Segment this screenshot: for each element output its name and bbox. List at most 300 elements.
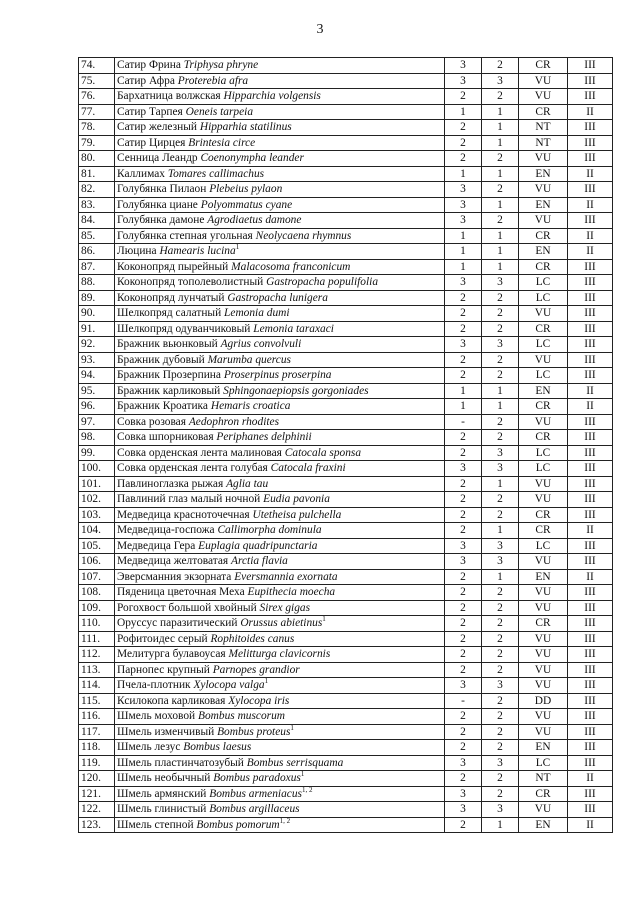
species-name <box>115 244 445 260</box>
value-a: 3 <box>445 182 482 198</box>
value-b: 2 <box>482 368 519 384</box>
row-number: 75. <box>79 73 115 89</box>
species-russian-name: Шмель необычный <box>117 772 211 785</box>
species-russian-name: Голубянка Пилаон <box>117 183 207 196</box>
value-b: 2 <box>482 724 519 740</box>
species-name <box>115 554 445 570</box>
row-number: 79. <box>79 135 115 151</box>
table-row <box>79 73 613 89</box>
species-russian-name: Сенница Леандр <box>117 152 198 165</box>
value-a: 3 <box>445 461 482 477</box>
value-a: 3 <box>445 197 482 213</box>
value-a: 2 <box>445 492 482 508</box>
iucn-category: VU <box>519 182 568 198</box>
species-russian-name: Пчела-плотник <box>117 679 191 692</box>
species-russian-name: Совка орденская лента голубая <box>117 462 268 475</box>
row-number: 78. <box>79 120 115 136</box>
protection-rank: III <box>568 306 613 322</box>
protection-rank: III <box>568 786 613 802</box>
value-a: 1 <box>445 244 482 260</box>
protection-rank: III <box>568 631 613 647</box>
row-number: 97. <box>79 414 115 430</box>
value-b: 1 <box>482 135 519 151</box>
value-a: 2 <box>445 445 482 461</box>
protection-rank: III <box>568 259 613 275</box>
table-row <box>79 182 613 198</box>
row-number: 89. <box>79 290 115 306</box>
value-b: 2 <box>482 321 519 337</box>
protection-rank: III <box>568 616 613 632</box>
row-number: 85. <box>79 228 115 244</box>
species-name <box>115 166 445 182</box>
value-b: 2 <box>482 306 519 322</box>
species-russian-name: Медведица-госпожа <box>117 524 215 537</box>
species-name <box>115 492 445 508</box>
row-number: 102. <box>79 492 115 508</box>
iucn-category: LC <box>519 755 568 771</box>
iucn-category: VU <box>519 631 568 647</box>
species-name <box>115 662 445 678</box>
table-row <box>79 492 613 508</box>
table-row <box>79 631 613 647</box>
table-row <box>79 647 613 663</box>
row-number: 101. <box>79 476 115 492</box>
table-row <box>79 616 613 632</box>
value-a: 2 <box>445 631 482 647</box>
table-row <box>79 321 613 337</box>
iucn-category: EN <box>519 244 568 260</box>
value-a: 2 <box>445 352 482 368</box>
species-latin-name: Bombus armeniacus <box>209 787 302 800</box>
iucn-category: VU <box>519 554 568 570</box>
species-name <box>115 337 445 353</box>
iucn-category: EN <box>519 817 568 833</box>
value-a: 3 <box>445 786 482 802</box>
row-number: 100. <box>79 461 115 477</box>
species-latin-name: Parnopes grandior <box>212 663 300 676</box>
table-row <box>79 414 613 430</box>
value-b: 1 <box>482 523 519 539</box>
iucn-category: EN <box>519 166 568 182</box>
species-russian-name: Шмель изменчивый <box>117 725 215 738</box>
species-name <box>115 197 445 213</box>
value-b: 2 <box>482 693 519 709</box>
species-name <box>115 647 445 663</box>
row-number: 94. <box>79 368 115 384</box>
value-b: 1 <box>482 228 519 244</box>
value-a: 2 <box>445 771 482 787</box>
value-a: 2 <box>445 476 482 492</box>
value-b: 2 <box>482 600 519 616</box>
value-b: 1 <box>482 817 519 833</box>
species-russian-name: Бражник Прозерпина <box>117 369 221 382</box>
species-russian-name: Сатир Тарпея <box>117 105 183 118</box>
species-latin-name: Oeneis tarpeia <box>185 105 254 118</box>
protection-rank: III <box>568 476 613 492</box>
footnote-marker: 1 <box>290 724 294 732</box>
value-a: 2 <box>445 507 482 523</box>
iucn-category: VU <box>519 476 568 492</box>
species-russian-name: Медведица Гера <box>117 539 196 552</box>
protection-rank: III <box>568 337 613 353</box>
species-latin-name: Melitturga clavicornis <box>228 648 331 661</box>
species-russian-name: Эверсманния экзорната <box>117 570 232 583</box>
value-b: 3 <box>482 554 519 570</box>
species-name <box>115 786 445 802</box>
species-name <box>115 213 445 229</box>
row-number: 118. <box>79 740 115 756</box>
value-b: 3 <box>482 755 519 771</box>
protection-rank: III <box>568 430 613 446</box>
row-number: 76. <box>79 89 115 105</box>
iucn-category: LC <box>519 538 568 554</box>
value-a: 2 <box>445 709 482 725</box>
protection-rank: III <box>568 182 613 198</box>
iucn-category: VU <box>519 662 568 678</box>
table-row <box>79 399 613 415</box>
row-number: 120. <box>79 771 115 787</box>
iucn-category: EN <box>519 383 568 399</box>
protection-rank: III <box>568 755 613 771</box>
species-latin-name: Eupithecia moecha <box>247 586 336 599</box>
row-number: 123. <box>79 817 115 833</box>
value-b: 2 <box>482 631 519 647</box>
table-row <box>79 197 613 213</box>
row-number: 96. <box>79 399 115 415</box>
species-latin-name: Malacosoma franconicum <box>231 260 351 273</box>
value-b: 2 <box>482 709 519 725</box>
row-number: 87. <box>79 259 115 275</box>
iucn-category: VU <box>519 73 568 89</box>
iucn-category: VU <box>519 724 568 740</box>
species-name <box>115 693 445 709</box>
row-number: 107. <box>79 569 115 585</box>
row-number: 113. <box>79 662 115 678</box>
iucn-category: LC <box>519 368 568 384</box>
iucn-category: LC <box>519 337 568 353</box>
species-russian-name: Бражник карликовый <box>117 384 221 397</box>
species-latin-name: Bombus pomorum <box>196 818 280 831</box>
value-a: 3 <box>445 678 482 694</box>
protection-rank: III <box>568 507 613 523</box>
species-russian-name: Сатир Цирцея <box>117 136 186 149</box>
species-name <box>115 104 445 120</box>
species-latin-name: Polyommatus cyane <box>200 198 293 211</box>
species-latin-name: Rophitoides canus <box>210 632 295 645</box>
species-latin-name: Eudia pavonia <box>263 493 330 506</box>
row-number: 91. <box>79 321 115 337</box>
protection-rank: III <box>568 492 613 508</box>
species-latin-name: Coenonympha leander <box>200 152 304 165</box>
table-row <box>79 740 613 756</box>
value-b: 1 <box>482 569 519 585</box>
iucn-category: CR <box>519 507 568 523</box>
table-row <box>79 755 613 771</box>
iucn-category: CR <box>519 104 568 120</box>
protection-rank: III <box>568 275 613 291</box>
species-russian-name: Голубянка степная угольная <box>117 229 253 242</box>
value-b: 2 <box>482 616 519 632</box>
protection-rank: II <box>568 771 613 787</box>
table-row <box>79 507 613 523</box>
value-a: 2 <box>445 368 482 384</box>
value-b: 2 <box>482 290 519 306</box>
iucn-category: VU <box>519 213 568 229</box>
value-b: 2 <box>482 585 519 601</box>
row-number: 106. <box>79 554 115 570</box>
table-row <box>79 786 613 802</box>
species-latin-name: Periphanes delphinii <box>216 431 312 444</box>
species-latin-name: Sirex gigas <box>259 601 311 614</box>
table-row <box>79 662 613 678</box>
value-a: 2 <box>445 616 482 632</box>
value-b: 2 <box>482 182 519 198</box>
value-a: 3 <box>445 58 482 74</box>
row-number: 115. <box>79 693 115 709</box>
iucn-category: CR <box>519 228 568 244</box>
iucn-category: CR <box>519 616 568 632</box>
species-russian-name: Рофитоидес серый <box>117 632 208 645</box>
protection-rank: III <box>568 321 613 337</box>
row-number: 109. <box>79 600 115 616</box>
value-b: 3 <box>482 538 519 554</box>
species-name <box>115 616 445 632</box>
table-row <box>79 600 613 616</box>
value-a: 2 <box>445 89 482 105</box>
row-number: 99. <box>79 445 115 461</box>
row-number: 116. <box>79 709 115 725</box>
species-russian-name: Сатир железный <box>117 121 197 134</box>
value-b: 3 <box>482 678 519 694</box>
species-name <box>115 383 445 399</box>
value-b: 2 <box>482 414 519 430</box>
species-russian-name: Бражник Кроатика <box>117 400 208 413</box>
value-a: 2 <box>445 321 482 337</box>
iucn-category: VU <box>519 600 568 616</box>
iucn-category: LC <box>519 445 568 461</box>
species-name <box>115 430 445 446</box>
table-row <box>79 383 613 399</box>
value-b: 3 <box>482 275 519 291</box>
table-row <box>79 337 613 353</box>
species-name <box>115 740 445 756</box>
species-russian-name: Голубянка дамоне <box>117 214 205 227</box>
species-table <box>78 57 613 833</box>
protection-rank: III <box>568 678 613 694</box>
species-russian-name: Шелкопряд салатный <box>117 307 222 320</box>
iucn-category: NT <box>519 771 568 787</box>
table-row <box>79 569 613 585</box>
iucn-category: CR <box>519 321 568 337</box>
row-number: 117. <box>79 724 115 740</box>
row-number: 122. <box>79 802 115 818</box>
iucn-category: VU <box>519 647 568 663</box>
table-row <box>79 228 613 244</box>
species-russian-name: Шмель армянский <box>117 787 207 800</box>
species-latin-name: Xylocopa iris <box>228 694 290 707</box>
species-latin-name: Callimorpha dominula <box>217 524 322 537</box>
species-russian-name: Мелитурга булавоусая <box>117 648 226 661</box>
species-name <box>115 724 445 740</box>
protection-rank: III <box>568 461 613 477</box>
species-name <box>115 461 445 477</box>
value-a: 2 <box>445 120 482 136</box>
iucn-category: VU <box>519 678 568 694</box>
value-a: 2 <box>445 724 482 740</box>
footnote-marker: 1 <box>322 615 326 624</box>
value-b: 2 <box>482 740 519 756</box>
row-number: 119. <box>79 755 115 771</box>
table-row <box>79 290 613 306</box>
species-latin-name: Hamearis lucina <box>159 245 236 258</box>
species-russian-name: Шмель пластинчатозубый <box>117 756 244 769</box>
species-name <box>115 89 445 105</box>
page-number: 3 <box>316 22 324 37</box>
species-name <box>115 352 445 368</box>
species-russian-name: Ксилокопа карликовая <box>117 694 226 707</box>
species-latin-name: Xylocopa valga <box>193 679 265 692</box>
protection-rank: II <box>568 228 613 244</box>
species-russian-name: Бражник дубовый <box>117 353 205 366</box>
species-name <box>115 476 445 492</box>
species-russian-name: Парнопес крупный <box>117 663 210 676</box>
species-russian-name: Коконопряд пырейный <box>117 260 229 273</box>
protection-rank: III <box>568 414 613 430</box>
species-latin-name: Bombus argillaceus <box>209 803 300 816</box>
species-name <box>115 120 445 136</box>
species-name <box>115 507 445 523</box>
species-russian-name: Медведица красноточечная <box>117 508 250 521</box>
protection-rank: III <box>568 445 613 461</box>
iucn-category: EN <box>519 197 568 213</box>
species-russian-name: Павлиноглазка рыжая <box>117 477 224 490</box>
protection-rank: III <box>568 802 613 818</box>
species-name <box>115 631 445 647</box>
species-name <box>115 135 445 151</box>
table-row <box>79 89 613 105</box>
row-number: 77. <box>79 104 115 120</box>
table-row <box>79 275 613 291</box>
table-row <box>79 306 613 322</box>
iucn-category: EN <box>519 740 568 756</box>
iucn-category: NT <box>519 135 568 151</box>
table-row <box>79 445 613 461</box>
table-row <box>79 538 613 554</box>
value-a: 3 <box>445 337 482 353</box>
species-russian-name: Сатир Афра <box>117 74 175 87</box>
value-a: - <box>445 414 482 430</box>
value-a: 2 <box>445 151 482 167</box>
protection-rank: III <box>568 73 613 89</box>
species-name <box>115 259 445 275</box>
value-a: 3 <box>445 213 482 229</box>
species-name <box>115 306 445 322</box>
row-number: 80. <box>79 151 115 167</box>
row-number: 111. <box>79 631 115 647</box>
species-russian-name: Бархатница волжская <box>117 90 221 103</box>
iucn-category: LC <box>519 461 568 477</box>
species-latin-name: Arctia flavia <box>231 555 288 568</box>
iucn-category: CR <box>519 523 568 539</box>
species-latin-name: Catocala fraxini <box>270 462 346 475</box>
species-latin-name: Plebeius pylaon <box>209 183 283 196</box>
species-latin-name: Bombus proteus <box>217 725 291 738</box>
species-russian-name: Павлиний глаз малый ночной <box>117 493 261 506</box>
protection-rank: II <box>568 817 613 833</box>
value-b: 1 <box>482 244 519 260</box>
iucn-category: VU <box>519 709 568 725</box>
species-latin-name: Hipparchia volgensis <box>223 90 321 103</box>
table-row <box>79 476 613 492</box>
value-a: 1 <box>445 166 482 182</box>
iucn-category: CR <box>519 399 568 415</box>
value-a: 2 <box>445 135 482 151</box>
protection-rank: III <box>568 554 613 570</box>
species-russian-name: Совка орденская лента малиновая <box>117 446 282 459</box>
protection-rank: III <box>568 585 613 601</box>
species-latin-name: Sphingonaepiopsis gorgoniades <box>223 384 369 397</box>
species-russian-name: Каллимах <box>117 167 165 180</box>
value-a: 3 <box>445 755 482 771</box>
protection-rank: III <box>568 693 613 709</box>
species-latin-name: Gastropacha populifolia <box>266 276 379 289</box>
value-b: 1 <box>482 476 519 492</box>
row-number: 92. <box>79 337 115 353</box>
protection-rank: II <box>568 569 613 585</box>
value-b: 2 <box>482 662 519 678</box>
table-row <box>79 771 613 787</box>
value-b: 1 <box>482 383 519 399</box>
iucn-category: CR <box>519 786 568 802</box>
protection-rank: III <box>568 58 613 74</box>
iucn-category: LC <box>519 290 568 306</box>
iucn-category: VU <box>519 414 568 430</box>
table-row <box>79 709 613 725</box>
table-row <box>79 259 613 275</box>
species-name <box>115 182 445 198</box>
species-latin-name: Euplagia quadripunctaria <box>198 539 318 552</box>
species-name <box>115 321 445 337</box>
row-number: 121. <box>79 786 115 802</box>
species-name <box>115 228 445 244</box>
value-a: 3 <box>445 554 482 570</box>
value-b: 2 <box>482 647 519 663</box>
value-a: 3 <box>445 275 482 291</box>
species-russian-name: Шмель глинистый <box>117 803 207 816</box>
table-row <box>79 213 613 229</box>
species-russian-name: Оруссус паразитический <box>117 617 238 630</box>
table-row <box>79 244 613 260</box>
protection-rank: III <box>568 368 613 384</box>
value-b: 3 <box>482 445 519 461</box>
iucn-category: NT <box>519 120 568 136</box>
species-russian-name: Бражник вьюнковый <box>117 338 218 351</box>
species-russian-name: Рогохвост большой хвойный <box>117 601 257 614</box>
value-a: 1 <box>445 228 482 244</box>
table-row <box>79 678 613 694</box>
species-russian-name: Голубянка циане <box>117 198 198 211</box>
species-russian-name: Совка розовая <box>117 415 186 428</box>
iucn-category: CR <box>519 430 568 446</box>
species-table-body <box>79 58 613 833</box>
value-a: 2 <box>445 662 482 678</box>
species-name <box>115 368 445 384</box>
species-name <box>115 73 445 89</box>
species-latin-name: Bombus muscorum <box>198 710 286 723</box>
species-name <box>115 290 445 306</box>
row-number: 84. <box>79 213 115 229</box>
value-b: 2 <box>482 89 519 105</box>
